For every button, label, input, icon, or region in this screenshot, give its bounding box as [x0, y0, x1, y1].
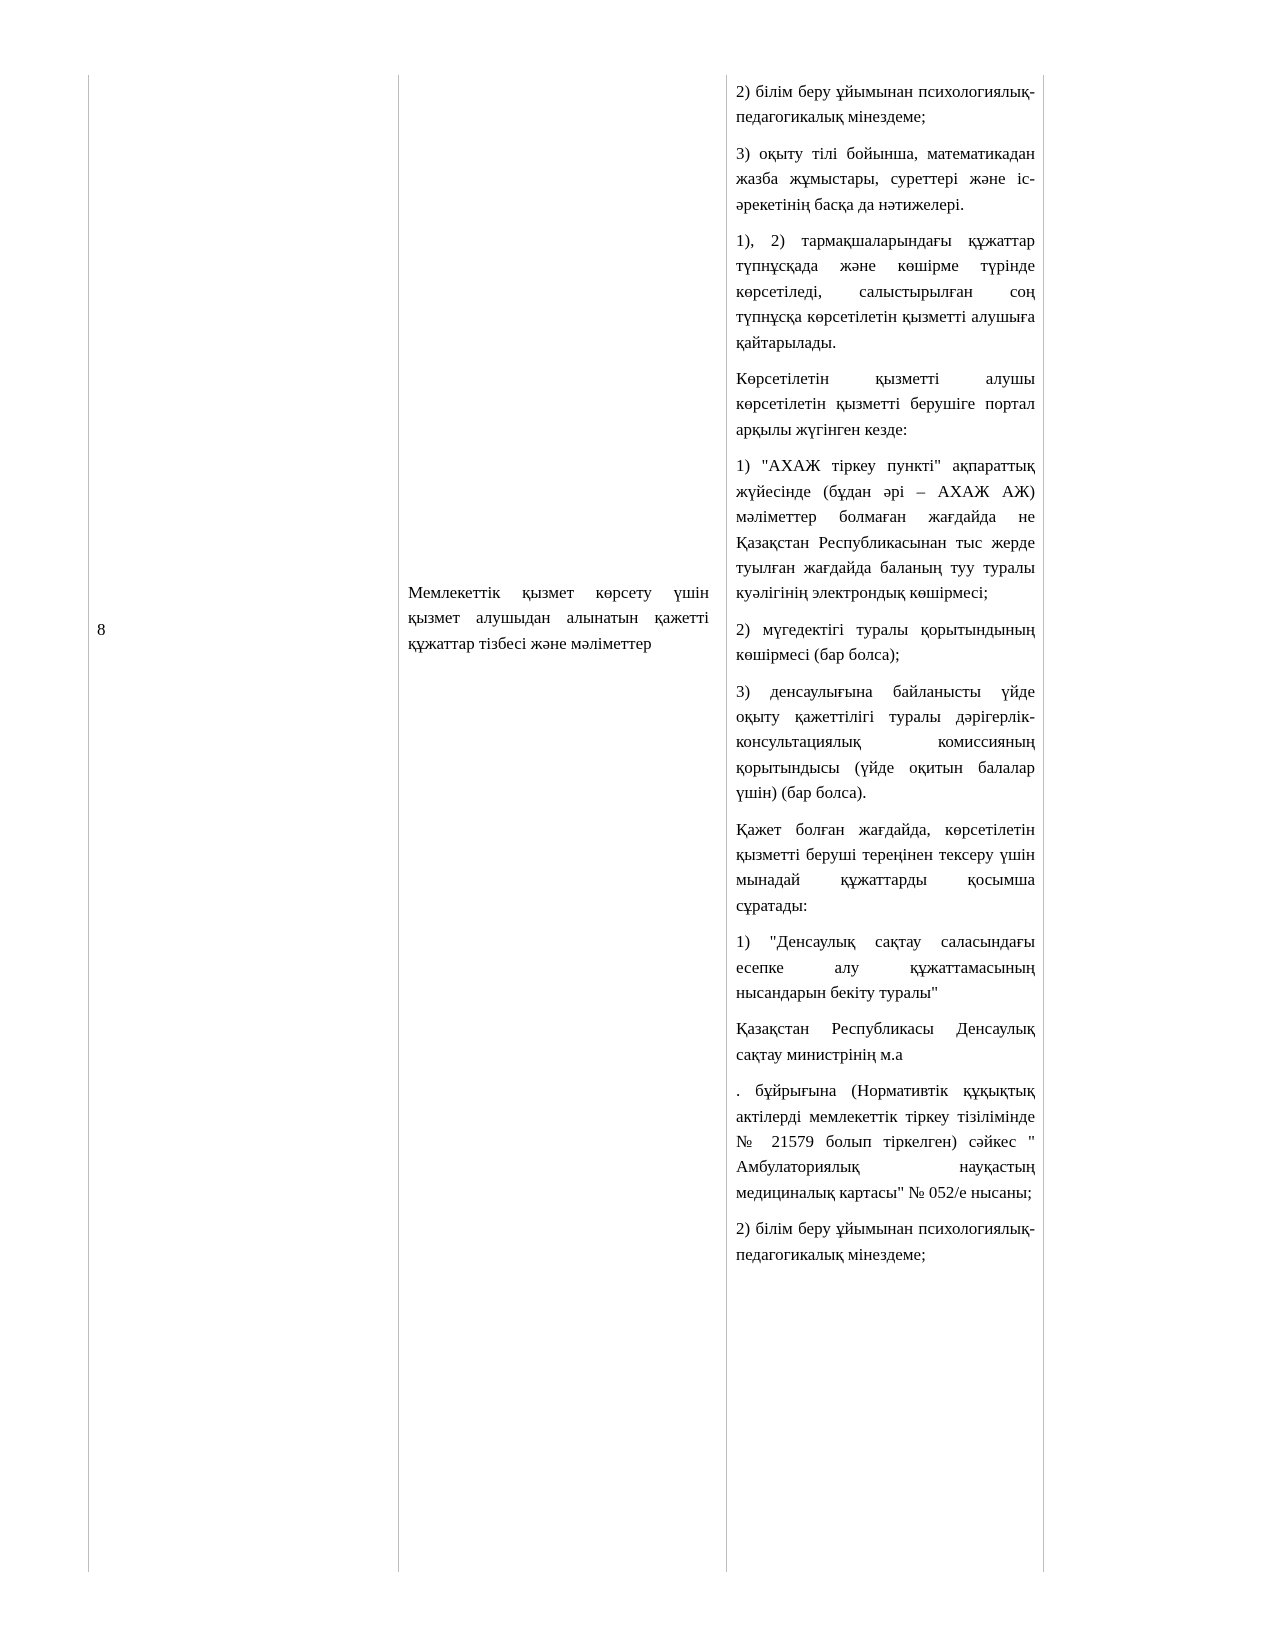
content-paragraph: Қазақстан Республикасы Денсаулық сақтау министрінің м.а [736, 1019, 1035, 1064]
content-paragraph: 2) мүгедектігі туралы қорытындының көшірмесі (бар болса); [736, 619, 1035, 665]
content-paragraph: 2) білім беру ұйымынан психологиялық-педагогикалық мінездеме; [736, 1219, 1035, 1264]
documents-list-cell [736, 79, 1035, 1267]
table-column-divider-1 [398, 75, 399, 1572]
content-paragraph: 1), 2) тармақшаларындағы құжаттар түпнұсқада және көшірме түрінде көрсетіледі, салыстырылған соң түпнұсқа көрсетілетін қызметті алушыға қайтарылады. [736, 231, 1035, 352]
content-paragraph: . бұйрығына (Нормативтік құқықтық актілерді мемлекеттік тіркеу тізілімінде № 21579 болып тіркелген) сәйкес " Амбулаториялық науқастың медициналық картасы" № 052/е нысаны; [736, 1081, 1035, 1202]
content-paragraph: 3) оқыту тілі бойынша, математикадан жазба жұмыстары, суреттері және іс-әрекетінің басқа да нәтижелері. [736, 143, 1035, 214]
content-paragraph: Қажет болған жағдайда, көрсетілетін қызметті беруші тереңінен тексеру үшін мынадай құжаттарды қосымша сұратады: [736, 819, 1035, 915]
content-paragraph: 1) "АХАЖ тіркеу пункті" ақпараттық жүйесінде (бұдан әрі – АХАЖ АЖ) мәліметтер болмаған жағдайда не Қазақстан Республикасынан тыс жерде туылған жағдайда баланың туу туралы куәлігінің электрондық көшірмесі; [736, 456, 1035, 603]
table-left-border [88, 75, 89, 1572]
content-paragraph: 2) білім беру ұйымынан психологиялық-педагогикалық мінездеме; [736, 82, 1035, 127]
table-right-border [1043, 75, 1044, 1572]
row-number-cell: 8 [97, 620, 106, 639]
content-paragraph: 3) денсаулығына байланысты үйде оқыту қажеттілігі туралы дәрігерлік-консультациялық комиссияның қорытындысы (үйде оқитын балалар үшін) (бар болса). [736, 681, 1035, 803]
content-paragraph: Көрсетілетін қызметті алушы көрсетілетін қызметті берушіге портал арқылы жүгінген кезде: [736, 369, 1035, 439]
criterion-label-cell: Мемлекеттік қызмет көрсету үшін қызмет алушыдан алынатын қажетті құжаттар тізбесі және мәліметтер [408, 583, 709, 653]
content-paragraph: 1) "Денсаулық сақтау саласындағы есепке алу құжаттамасының нысандарын бекіту туралы" [736, 932, 1035, 1002]
table-column-divider-2 [726, 75, 727, 1572]
